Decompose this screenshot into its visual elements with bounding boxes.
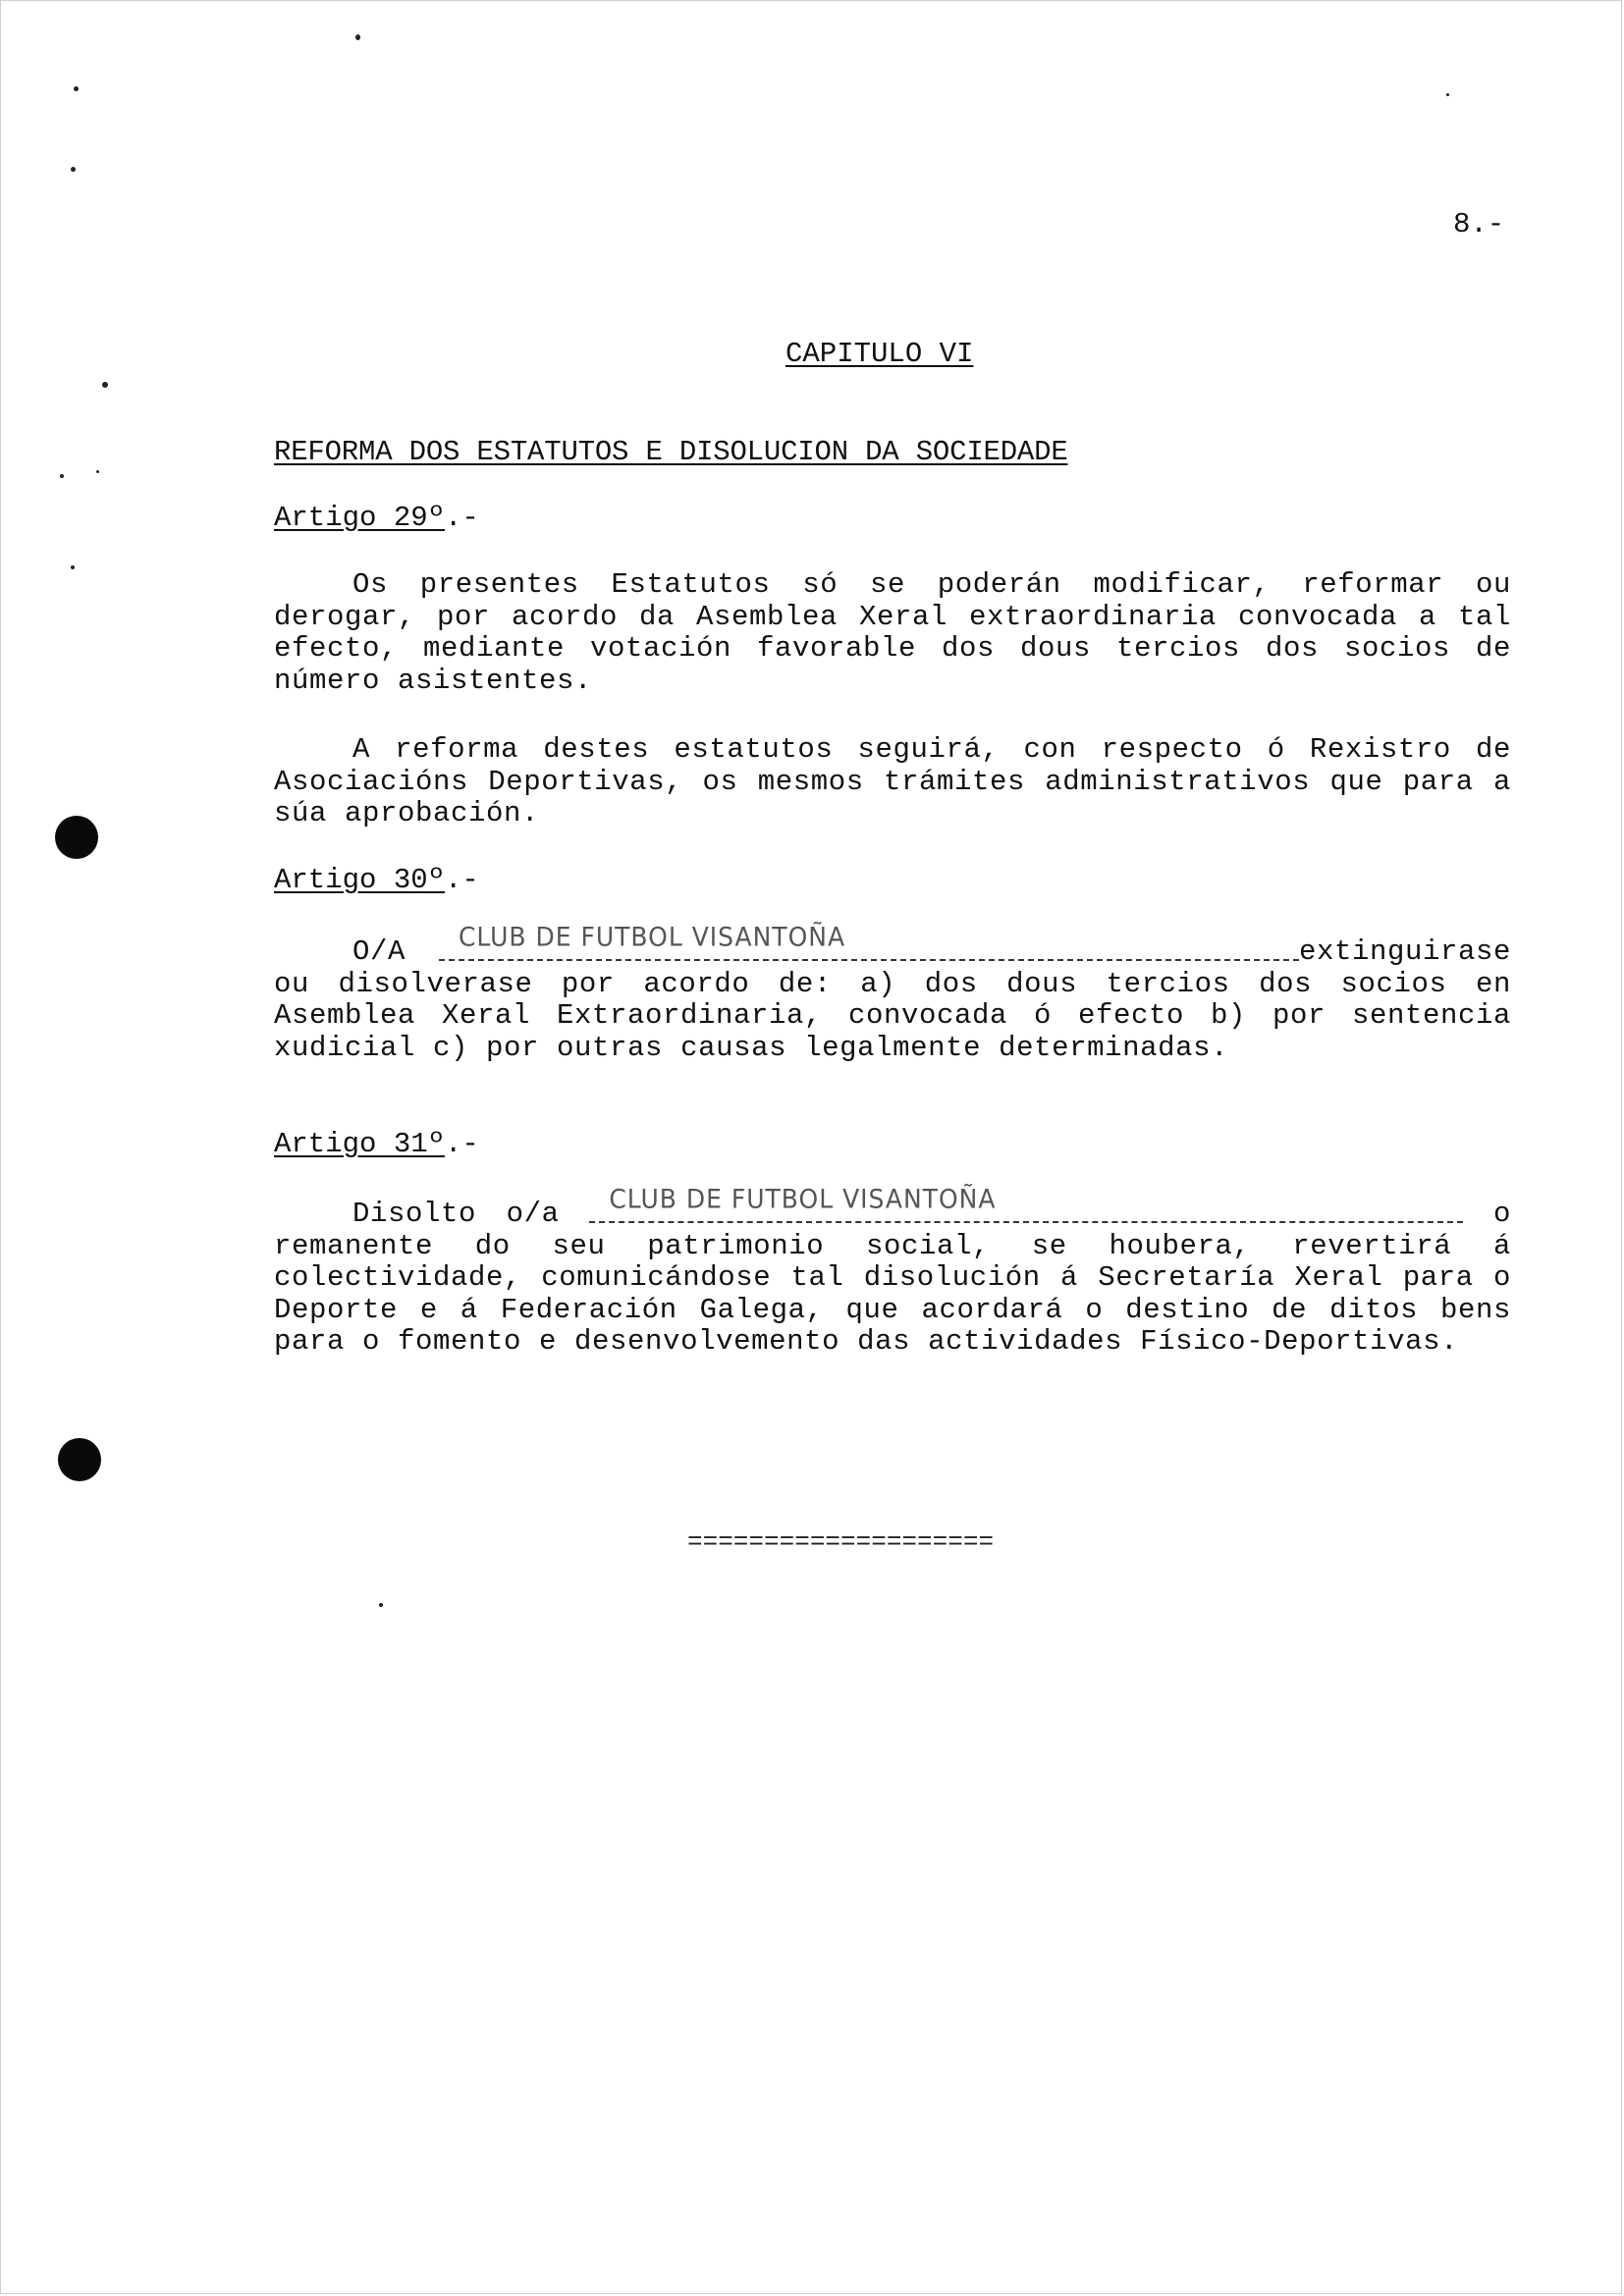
article-heading-suffix: .- bbox=[445, 502, 479, 534]
punch-hole-top bbox=[55, 816, 98, 859]
article-29-paragraph-1 bbox=[274, 569, 1511, 697]
article-heading-label: Artigo 29º bbox=[274, 502, 446, 534]
paragraph-text: Os presentes Estatutos só se poderán modificar, reformar ou derogar, por acordo da Asemblea Xeral extraordinaria convocada a tal efecto, mediante votación favorable dos dous tercios dos socios de número asistentes. bbox=[274, 568, 1511, 697]
article-30-prefix: O/A bbox=[352, 935, 406, 968]
section-title: REFORMA DOS ESTATUTOS E DISOLUCION DA SOCIEDADE bbox=[274, 436, 1068, 468]
paragraph-text: A reforma destes estatutos seguirá, con respecto ó Rexistro de Asociacións Deportivas, os mesmos trámites administrativos que para a súa aprobación. bbox=[274, 733, 1511, 829]
article-31-prefix: Disolto o/a bbox=[352, 1198, 560, 1230]
scan-speck bbox=[60, 474, 64, 478]
article-30-paragraph bbox=[274, 921, 1511, 1064]
scan-speck bbox=[102, 382, 108, 388]
article-heading-suffix: .- bbox=[445, 1128, 479, 1160]
scan-speck bbox=[379, 1603, 383, 1607]
article-31-heading bbox=[274, 1128, 479, 1160]
article-heading-label: Artigo 31º bbox=[274, 1128, 446, 1160]
club-name-fill-field bbox=[589, 1183, 1463, 1223]
scan-speck bbox=[74, 86, 79, 91]
scan-speck bbox=[96, 470, 99, 473]
article-30-text: ou disolverase por acordo de: a) dos dous tercios dos socios en Asemblea Xeral Extraordinaria, convocada ó efecto b) por sentencia xudicial c) por outras causas legalmente determinadas. bbox=[274, 967, 1511, 1064]
article-29-paragraph-2 bbox=[274, 734, 1511, 830]
page-number: 8.- bbox=[1453, 208, 1505, 240]
article-heading-suffix: .- bbox=[445, 864, 479, 896]
article-31-paragraph bbox=[274, 1183, 1511, 1359]
scan-speck bbox=[71, 565, 75, 569]
punch-hole-bottom bbox=[58, 1438, 101, 1481]
article-31-after-fill: o bbox=[1492, 1198, 1511, 1230]
scan-speck bbox=[355, 34, 360, 40]
article-29-heading bbox=[274, 502, 479, 534]
article-30-after-fill: extinguirase bbox=[1298, 935, 1511, 968]
article-31-text: remanente do seu patrimonio social, se houbera, revertirá á colectividade, comunicándose tal disolución á Secretaría Xeral para o Deporte e á Federación Galega, que acordará o destino de ditos bens para o fomento e desenvolvemento das actividades Físico-Deportivas. bbox=[274, 1229, 1511, 1358]
scan-speck bbox=[71, 167, 76, 172]
chapter-title: CAPITULO VI bbox=[785, 338, 974, 370]
club-name-handwritten: CLUB DE FUTBOL VISANTOÑA bbox=[609, 1183, 997, 1215]
scan-speck bbox=[1446, 93, 1449, 96]
club-name-fill-field bbox=[439, 921, 1299, 961]
article-heading-label: Artigo 30º bbox=[274, 864, 446, 896]
closing-separator: ==================== bbox=[687, 1527, 995, 1557]
club-name-handwritten: CLUB DE FUTBOL VISANTOÑA bbox=[458, 921, 846, 953]
article-30-heading bbox=[274, 864, 479, 896]
